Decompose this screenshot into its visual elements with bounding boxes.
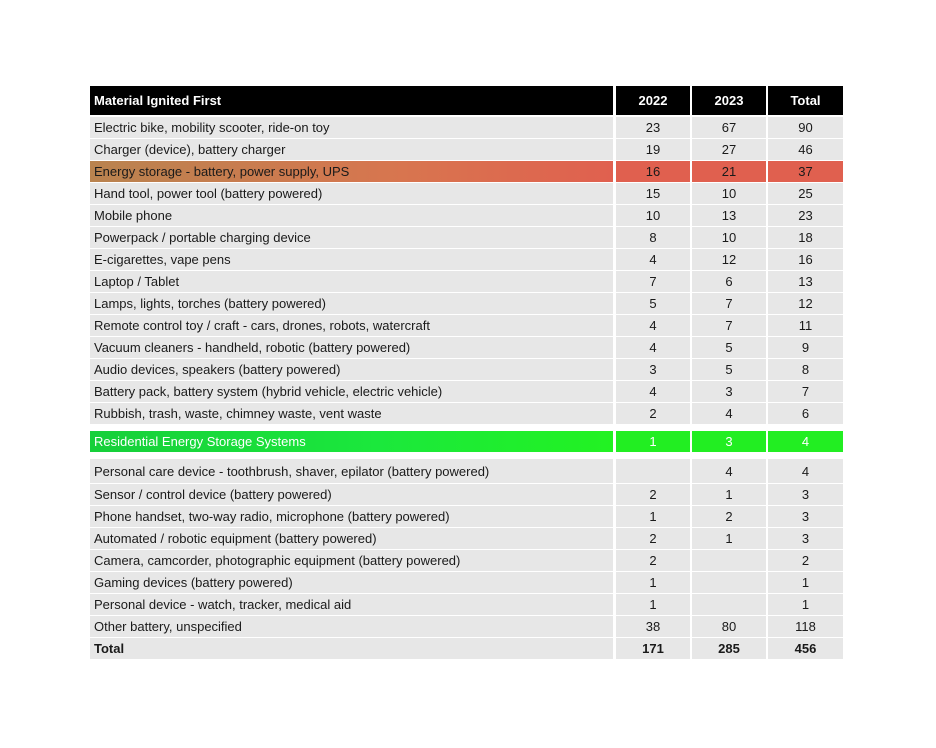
cell-2023 [690, 572, 766, 594]
cell-2022: 2 [614, 403, 690, 425]
table-row [90, 459, 843, 484]
cell-2023: 27 [690, 139, 766, 161]
row-label: Mobile phone [90, 205, 614, 227]
cell-total: 1 [766, 594, 843, 616]
cell-2022: 23 [614, 117, 690, 139]
cell-2023: 80 [690, 616, 766, 638]
cell-2023: 4 [690, 403, 766, 425]
row-label: Lamps, lights, torches (battery powered) [90, 293, 614, 315]
cell-total: 4 [766, 431, 843, 453]
table-row [90, 572, 843, 594]
cell-2023: 4 [690, 459, 766, 484]
table-row [90, 183, 843, 205]
table-header-row [90, 86, 843, 117]
row-label: Vacuum cleaners - handheld, robotic (battery powered) [90, 337, 614, 359]
table-row [90, 403, 843, 425]
cell-2023: 10 [690, 227, 766, 249]
row-label: Residential Energy Storage Systems [90, 431, 614, 453]
total-total: 456 [766, 638, 843, 660]
cell-2022: 2 [614, 528, 690, 550]
cell-total: 8 [766, 359, 843, 381]
cell-total: 37 [766, 161, 843, 183]
cell-2022: 4 [614, 337, 690, 359]
cell-2022: 1 [614, 572, 690, 594]
cell-2023: 12 [690, 249, 766, 271]
row-label: E-cigarettes, vape pens [90, 249, 614, 271]
table-row [90, 359, 843, 381]
row-label: Personal device - watch, tracker, medical aid [90, 594, 614, 616]
cell-total: 23 [766, 205, 843, 227]
cell-2022: 2 [614, 550, 690, 572]
table-row [90, 117, 843, 139]
cell-total: 4 [766, 459, 843, 484]
table-row [90, 550, 843, 572]
cell-total: 3 [766, 528, 843, 550]
cell-2023: 6 [690, 271, 766, 293]
cell-2022: 4 [614, 249, 690, 271]
cell-2022: 7 [614, 271, 690, 293]
cell-total: 9 [766, 337, 843, 359]
row-label: Camera, camcorder, photographic equipment (battery powered) [90, 550, 614, 572]
cell-total: 12 [766, 293, 843, 315]
total-label: Total [90, 638, 614, 660]
cell-total: 13 [766, 271, 843, 293]
cell-2022: 19 [614, 139, 690, 161]
cell-2022: 4 [614, 315, 690, 337]
row-label: Electric bike, mobility scooter, ride-on toy [90, 117, 614, 139]
table-row [90, 205, 843, 227]
cell-2023 [690, 550, 766, 572]
row-label: Laptop / Tablet [90, 271, 614, 293]
row-label: Rubbish, trash, waste, chimney waste, vent waste [90, 403, 614, 425]
row-label: Battery pack, battery system (hybrid vehicle, electric vehicle) [90, 381, 614, 403]
cell-2023: 3 [690, 381, 766, 403]
table-row [90, 528, 843, 550]
row-label: Gaming devices (battery powered) [90, 572, 614, 594]
table-row [90, 249, 843, 271]
table-row [90, 337, 843, 359]
table-row [90, 506, 843, 528]
cell-2022: 10 [614, 205, 690, 227]
cell-2023: 3 [690, 431, 766, 453]
row-label: Charger (device), battery charger [90, 139, 614, 161]
row-label: Audio devices, speakers (battery powered) [90, 359, 614, 381]
cell-total: 3 [766, 506, 843, 528]
table-row [90, 381, 843, 403]
cell-2022: 38 [614, 616, 690, 638]
table-row [90, 293, 843, 315]
cell-2023: 67 [690, 117, 766, 139]
header-total: Total [766, 86, 843, 117]
table-row [90, 227, 843, 249]
cell-2022: 1 [614, 431, 690, 453]
residential-energy-storage-row [90, 431, 843, 453]
cell-2022: 5 [614, 293, 690, 315]
row-label: Other battery, unspecified [90, 616, 614, 638]
table-row [90, 271, 843, 293]
cell-2022: 8 [614, 227, 690, 249]
table-row [90, 315, 843, 337]
total-2022: 171 [614, 638, 690, 660]
row-label: Powerpack / portable charging device [90, 227, 614, 249]
row-label: Personal care device - toothbrush, shaver, epilator (battery powered) [90, 459, 614, 484]
cell-2022: 16 [614, 161, 690, 183]
row-label: Hand tool, power tool (battery powered) [90, 183, 614, 205]
cell-total: 6 [766, 403, 843, 425]
cell-total: 3 [766, 484, 843, 506]
header-2022: 2022 [614, 86, 690, 117]
total-2023: 285 [690, 638, 766, 660]
cell-total: 18 [766, 227, 843, 249]
cell-total: 1 [766, 572, 843, 594]
cell-2023: 1 [690, 484, 766, 506]
row-label: Sensor / control device (battery powered) [90, 484, 614, 506]
cell-2023: 21 [690, 161, 766, 183]
table-row [90, 616, 843, 638]
cell-total: 46 [766, 139, 843, 161]
cell-2022: 1 [614, 506, 690, 528]
header-material: Material Ignited First [90, 86, 614, 117]
row-label: Phone handset, two-way radio, microphone (battery powered) [90, 506, 614, 528]
cell-2022 [614, 459, 690, 484]
table-row [90, 161, 843, 183]
cell-2023: 7 [690, 293, 766, 315]
row-label: Energy storage - battery, power supply, UPS [90, 161, 614, 183]
cell-2023: 7 [690, 315, 766, 337]
fire-data-table [90, 86, 843, 660]
cell-total: 2 [766, 550, 843, 572]
cell-total: 90 [766, 117, 843, 139]
cell-2023: 2 [690, 506, 766, 528]
row-label: Remote control toy / craft - cars, drones, robots, watercraft [90, 315, 614, 337]
cell-2023 [690, 594, 766, 616]
cell-total: 16 [766, 249, 843, 271]
row-label: Automated / robotic equipment (battery powered) [90, 528, 614, 550]
table-row [90, 484, 843, 506]
cell-2023: 5 [690, 359, 766, 381]
cell-2022: 2 [614, 484, 690, 506]
cell-2022: 3 [614, 359, 690, 381]
total-row [90, 638, 843, 660]
cell-total: 7 [766, 381, 843, 403]
cell-total: 25 [766, 183, 843, 205]
cell-2022: 15 [614, 183, 690, 205]
cell-2022: 1 [614, 594, 690, 616]
cell-2022: 4 [614, 381, 690, 403]
cell-total: 118 [766, 616, 843, 638]
header-2023: 2023 [690, 86, 766, 117]
cell-2023: 13 [690, 205, 766, 227]
table-row [90, 139, 843, 161]
table-row [90, 594, 843, 616]
cell-2023: 10 [690, 183, 766, 205]
cell-total: 11 [766, 315, 843, 337]
cell-2023: 1 [690, 528, 766, 550]
cell-2023: 5 [690, 337, 766, 359]
